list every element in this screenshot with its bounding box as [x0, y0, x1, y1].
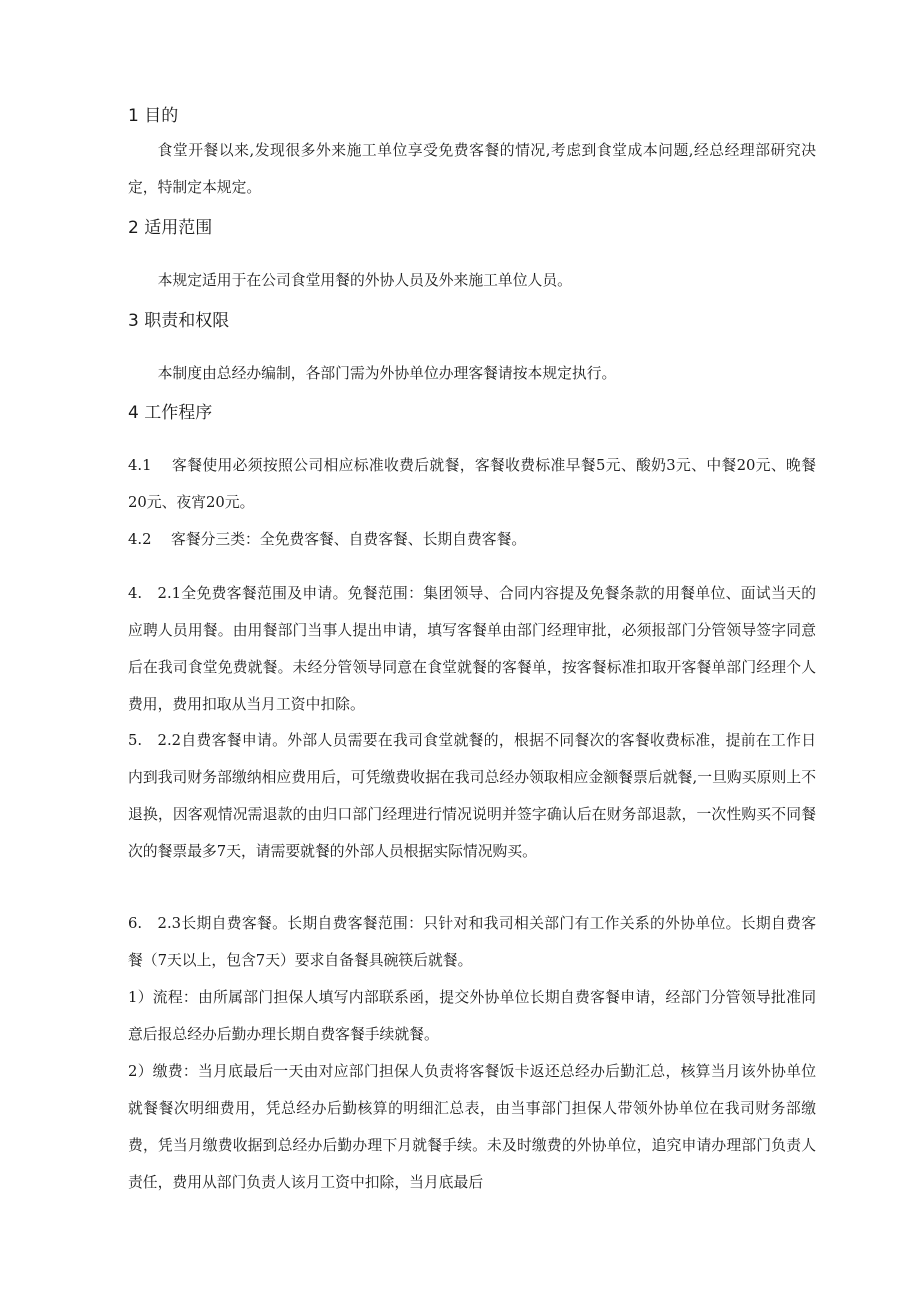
procedure-item-2: 2）缴费：当月底最后一天由对应部门担保人负责将客餐饭卡返还总经办后勤汇总，核算当月该外协单位就餐餐次明细费用，凭总经办后勤核算的明细汇总表，由当事部门担保人带领外协单位在我司财务部缴费，凭当月缴费收据到总经办后勤办理下月就餐手续。未及时缴费的外协单位，追究申请办理部门负责人责任，费用从部门负责人该月工资中扣除，当月底最后	[128, 1063, 816, 1191]
purpose-text: 食堂开餐以来,发现很多外来施工单位享受免费客餐的情况,考虑到食堂成本问题,经总经理部研究决定，特制定本规定。	[128, 142, 816, 196]
clause-2-2: 5. 2.2自费客餐申请。外部人员需要在我司食堂就餐的，根据不同餐次的客餐收费标准，提前在工作日内到我司财务部缴纳相应费用后，可凭缴费收据在我司总经办领取相应金额餐票后就餐,一旦购买原则上不退换，因客观情况需退款的由归口部门经理进行情况说明并签字确认后在财务部退款，一次性购买不同餐次的餐票最多7天，请需要就餐的外部人员根据实际情况购买。	[128, 732, 816, 860]
scope-text: 本规定适用于在公司食堂用餐的外协人员及外来施工单位人员。	[157, 272, 572, 289]
responsibility-text: 本制度由总经办编制，各部门需为外协单位办理客餐请按本规定执行。	[157, 365, 617, 382]
clause-4-2: 4.2 客餐分三类：全免费客餐、自费客餐、长期自费客餐。	[128, 531, 527, 548]
heading-purpose: 1 目的	[128, 106, 179, 126]
clause-2-1: 4. 2.1全免费客餐范围及申请。免餐范围：集团领导、合同内容提及免餐条款的用餐单位、面试当天的应聘人员用餐。由用餐部门当事人提出申请，填写客餐单由部门经理审批，必须报部门分管领导签字同意后在我司食堂免费就餐。未经分管领导同意在食堂就餐的客餐单，按客餐标准扣取开客餐单部门经理个人费用，费用扣取从当月工资中扣除。	[128, 585, 816, 713]
clause-2-3: 6. 2.3长期自费客餐。长期自费客餐范围：只针对和我司相关部门有工作关系的外协单位。长期自费客餐（7天以上，包含7天）要求自备餐具碗筷后就餐。	[128, 915, 816, 969]
clause-4-1: 4.1 客餐使用必须按照公司相应标准收费后就餐，客餐收费标准早餐5元、酸奶3元、中餐20元、晚餐20元、夜宵20元。	[128, 457, 816, 511]
heading-procedure: 4 工作程序	[128, 403, 213, 423]
procedure-item-1: 1）流程：由所属部门担保人填写内部联系函，提交外协单位长期自费客餐申请，经部门分管领导批准同意后报总经办后勤办理长期自费客餐手续就餐。	[128, 989, 816, 1043]
heading-scope: 2 适用范围	[128, 218, 213, 238]
heading-responsibility: 3 职责和权限	[128, 311, 230, 331]
